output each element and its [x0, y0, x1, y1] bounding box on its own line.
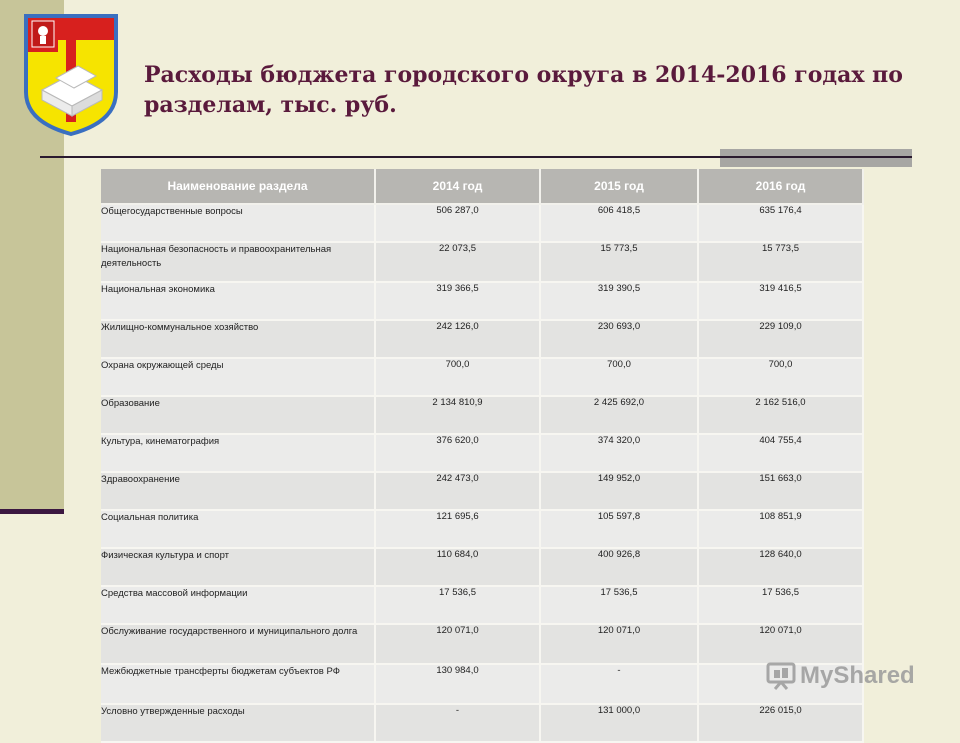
row-label: Общегосударственные вопросы	[101, 205, 376, 243]
table-row	[101, 321, 864, 359]
table-row	[101, 705, 864, 743]
cell-2014: 2 134 810,9	[376, 397, 541, 435]
table-row	[101, 397, 864, 435]
header-section: Наименование раздела	[101, 169, 376, 205]
cell-2016: 635 176,4	[699, 205, 864, 243]
cell-2015: 120 071,0	[541, 625, 699, 665]
header-2015: 2015 год	[541, 169, 699, 205]
row-label: Социальная политика	[101, 511, 376, 549]
cell-2015: 606 418,5	[541, 205, 699, 243]
page-title: Расходы бюджета городского округа в 2014-2016 годах по разделам, тыс. руб.	[144, 62, 903, 118]
cell-2016: 700,0	[699, 359, 864, 397]
table-row	[101, 359, 864, 397]
cell-2016: 120 071,0	[699, 625, 864, 665]
cell-2014: 110 684,0	[376, 549, 541, 587]
table-header-row	[101, 169, 864, 205]
cell-2016: 226 015,0	[699, 705, 864, 743]
row-label: Жилищно-коммунальное хозяйство	[101, 321, 376, 359]
row-label: Физическая культура и спорт	[101, 549, 376, 587]
table-row	[101, 587, 864, 625]
cell-2014: 17 536,5	[376, 587, 541, 625]
watermark	[766, 656, 936, 696]
row-label: Национальная экономика	[101, 283, 376, 321]
cell-2015: 105 597,8	[541, 511, 699, 549]
cell-2015: 149 952,0	[541, 473, 699, 511]
table-row	[101, 665, 864, 705]
cell-2014: 22 073,5	[376, 243, 541, 283]
row-label: Средства массовой информации	[101, 587, 376, 625]
table-row	[101, 243, 864, 283]
cell-2014: 700,0	[376, 359, 541, 397]
cell-2015: 17 536,5	[541, 587, 699, 625]
cell-2015: 319 390,5	[541, 283, 699, 321]
row-label: Обслуживание государственного и муниципального долга	[101, 625, 376, 665]
header-2014: 2014 год	[376, 169, 541, 205]
cell-2016: 404 755,4	[699, 435, 864, 473]
row-label: Национальная безопасность и правоохранительная деятельность	[101, 243, 376, 283]
cell-2015: 131 000,0	[541, 705, 699, 743]
cell-2016: 319 416,5	[699, 283, 864, 321]
cell-2016: 2 162 516,0	[699, 397, 864, 435]
table-row	[101, 435, 864, 473]
header-2016: 2016 год	[699, 169, 864, 205]
cell-2015: 374 320,0	[541, 435, 699, 473]
presentation-icon	[766, 662, 796, 690]
table-row	[101, 549, 864, 587]
cell-2014: 121 695,6	[376, 511, 541, 549]
cell-2014: 120 071,0	[376, 625, 541, 665]
cell-2016: 17 536,5	[699, 587, 864, 625]
cell-2014: -	[376, 705, 541, 743]
row-label: Условно утвержденные расходы	[101, 705, 376, 743]
cell-2016: 151 663,0	[699, 473, 864, 511]
cell-2016: 229 109,0	[699, 321, 864, 359]
row-label: Культура, кинематография	[101, 435, 376, 473]
cell-2016: 108 851,9	[699, 511, 864, 549]
table-row	[101, 625, 864, 665]
table-row	[101, 205, 864, 243]
budget-table	[101, 169, 864, 743]
cell-2014: 242 126,0	[376, 321, 541, 359]
watermark-text: MyShared	[800, 662, 915, 689]
table-row	[101, 283, 864, 321]
table-row	[101, 511, 864, 549]
row-label: Межбюджетные трансферты бюджетам субъектов РФ	[101, 665, 376, 705]
cell-2016: 128 640,0	[699, 549, 864, 587]
row-label: Здравоохранение	[101, 473, 376, 511]
decor-grey-bar	[720, 149, 912, 167]
row-label: Охрана окружающей среды	[101, 359, 376, 397]
cell-2015: 230 693,0	[541, 321, 699, 359]
cell-2014: 242 473,0	[376, 473, 541, 511]
cell-2014: 130 984,0	[376, 665, 541, 705]
cell-2016: 15 773,5	[699, 243, 864, 283]
cell-2014: 319 366,5	[376, 283, 541, 321]
left-decor-underline	[0, 509, 64, 514]
cell-2015: 400 926,8	[541, 549, 699, 587]
title-divider	[40, 156, 912, 158]
cell-2015: 2 425 692,0	[541, 397, 699, 435]
table-row	[101, 473, 864, 511]
cell-2015: 15 773,5	[541, 243, 699, 283]
row-label: Образование	[101, 397, 376, 435]
cell-2014: 376 620,0	[376, 435, 541, 473]
cell-2014: 506 287,0	[376, 205, 541, 243]
coat-of-arms-icon	[22, 12, 120, 138]
cell-2015: 700,0	[541, 359, 699, 397]
cell-2015: -	[541, 665, 699, 705]
